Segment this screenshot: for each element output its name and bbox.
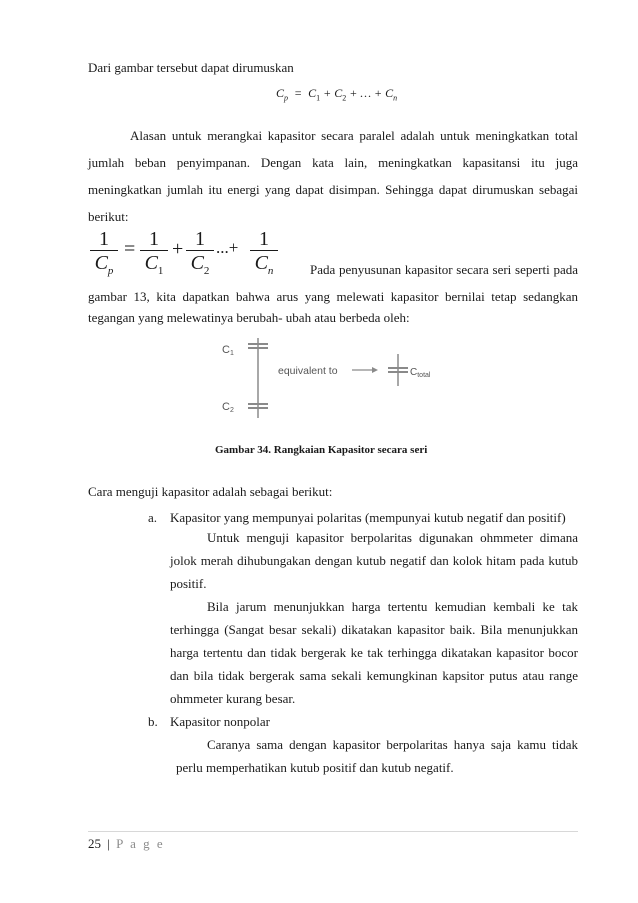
- item-a-para2-line-1: Bila jarum menunjukkan harga tertentu kemudian kembali ke tak: [207, 599, 578, 614]
- c1-label: C1: [222, 344, 234, 357]
- page-number: 25: [88, 836, 101, 851]
- item-a-para1-line-1: Untuk menguji kapasitor berpolaritas digunakan ohmmeter dimana: [207, 530, 578, 545]
- item-a-para1-line-3: positif.: [170, 576, 207, 591]
- series-capacitor-diagram: [200, 334, 440, 422]
- item-b-para-line-1: Caranya sama dengan kapasitor berpolaritas hanya saja kamu tidak: [207, 737, 578, 752]
- paragraph-parallel-line-1: Alasan untuk merangkai kapasitor secara paralel adalah untuk meningkatkan total: [130, 128, 578, 143]
- parallel-formula: $C_p = C_1 + C_2$ + … + $C_n$: [276, 86, 398, 103]
- item-a-para2-line-4: dan bila tidak bergerak sama sekali kemungkinan kapsitor putus atau range: [170, 668, 578, 683]
- item-a-title: Kapasitor yang mempunyai polaritas (mempunyai kutub negatif dan positif): [170, 510, 566, 525]
- item-b-marker: b.: [148, 714, 158, 729]
- item-b-title: Kapasitor nonpolar: [170, 714, 271, 729]
- paragraph-series-line-3: tegangan yang melewatinya berubah- ubah atau berbeda oleh:: [88, 310, 410, 325]
- series-formula: $\frac{1}{C_p}$ = $\frac{1}{C_1}$ + $\frac{1}{C_2}$ ...+ $\frac{1}{C_n}$: [88, 226, 278, 276]
- intro-line: Dari gambar tersebut dapat dirumuskan: [88, 60, 294, 75]
- footer-separator: |: [107, 836, 110, 851]
- footer-divider: [88, 831, 578, 832]
- arrow-head-icon: [372, 367, 378, 373]
- figure-caption: Gambar 34. Rangkaian Kapasitor secara seri: [215, 444, 428, 456]
- item-a-para1-line-2: jolok merah dihubungakan dengan kutub negatif dan kolok hitam pada kutub: [170, 553, 578, 568]
- ctotal-label: $C_{total}$: [410, 367, 431, 379]
- item-a-para2-line-5: ohmmeter kurang besar.: [170, 691, 296, 706]
- item-a-marker: a.: [148, 510, 158, 525]
- c2-label: C2: [222, 401, 234, 414]
- item-a-para2-line-2: terhingga (Sangat besar sekali) dikatakan kapasitor baik. Bila menunjukkan: [170, 622, 578, 637]
- paragraph-parallel-line-2: jumlah beban penyimpanan. Dengan kata lain, meningkatkan kapasitansi itu juga: [88, 155, 578, 170]
- item-a-para2-line-3: harga tertentu dan tidak bergerak ke tak terhingga dikatakan kapasitor bocor: [170, 645, 578, 660]
- equivalent-label: equivalent to: [278, 365, 338, 377]
- item-b-para-line-2: perlu memperhatikan kutub positif dan kutub negatif.: [176, 760, 454, 775]
- paragraph-series-line-2: gambar 13, kita dapatkan bahwa arus yang melewati kapasitor bernilai tetap sedangkan: [88, 289, 578, 304]
- test-intro: Cara menguji kapasitor adalah sebagai berikut:: [88, 484, 333, 499]
- page-label: P a g e: [116, 836, 165, 851]
- paragraph-series-line-1: Pada penyusunan kapasitor secara seri seperti pada: [310, 262, 578, 277]
- footer: [88, 836, 165, 852]
- paragraph-parallel-line-4: berikut:: [88, 209, 129, 224]
- paragraph-parallel-line-3: meningkatkan jumlah itu energi yang dapat disimpan. Sehingga dapat dirumuskan sebagai: [88, 182, 578, 197]
